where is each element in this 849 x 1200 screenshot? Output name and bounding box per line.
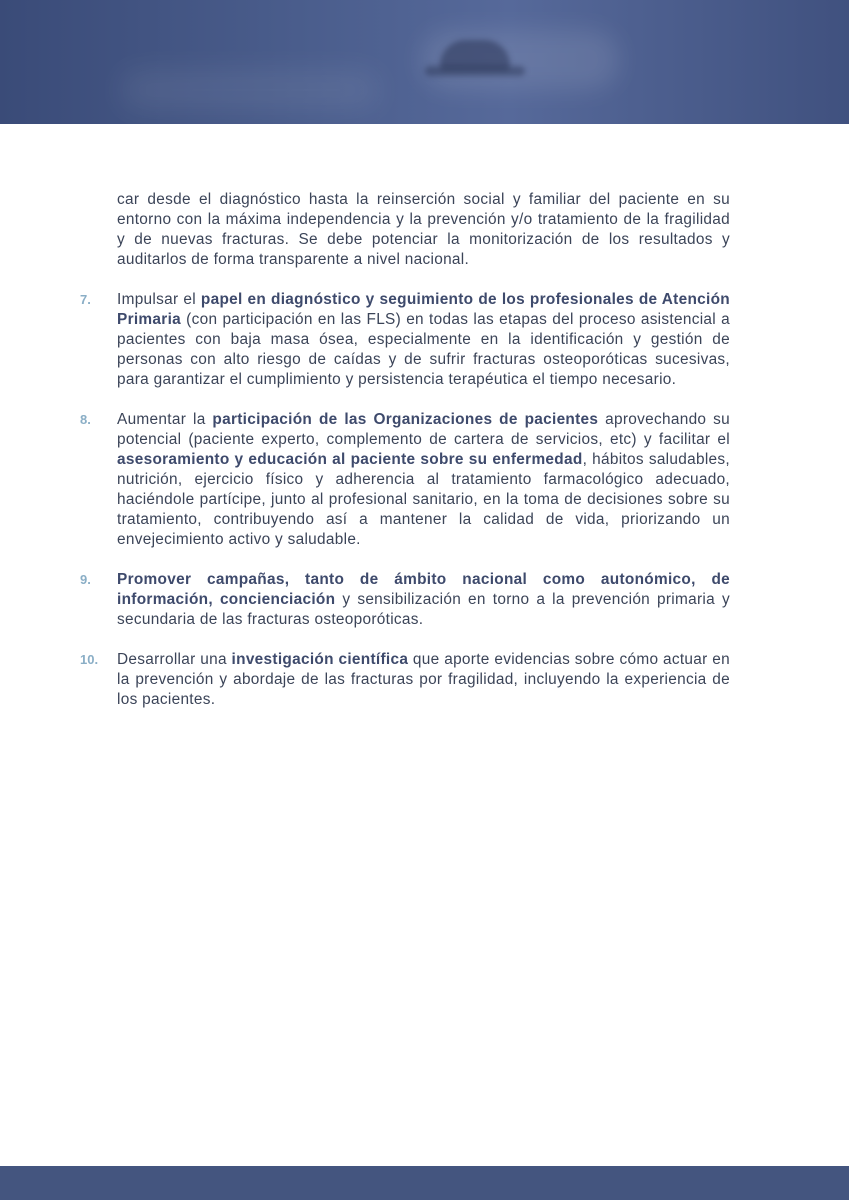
list-item-8 — [80, 410, 730, 550]
item-text — [117, 290, 730, 390]
text-run: Impulsar el — [117, 291, 201, 308]
header-photo-band — [0, 0, 849, 124]
item-text — [117, 650, 730, 710]
item-text — [117, 410, 730, 550]
hat-brim-image — [425, 66, 525, 76]
text-run: aprovechando su potencial (paciente experto, complemento de cartera de servicios, etc) y facilitar el — [117, 411, 730, 448]
list-item-9 — [80, 570, 730, 630]
continuation-paragraph — [117, 190, 730, 270]
bold-run: investigación científica — [231, 651, 409, 668]
text-run: que aporte evidencias sobre cómo actuar en la prevención y abordaje de las fracturas por fragilidad, incluyendo la experiencia de los pacientes. — [117, 651, 730, 708]
continuation-text: car desde el diagnóstico hasta la reinserción social y familiar del paciente en su entorno con la máxima independencia y la prevención y/o tratamiento de la fragilidad y de nuevas fracturas. Se debe potenciar la monitorización de los resultados y auditarlos de forma transparente a nivel nacional. — [117, 191, 730, 268]
list-item-10 — [80, 650, 730, 710]
text-run: y sensibilización en torno a la prevención primaria y secundaria de las fracturas osteoporóticas. — [117, 591, 730, 628]
bold-run: papel en diagnóstico y seguimiento de los profesionales de Atención Primaria — [117, 291, 730, 328]
text-run: Desarrollar una — [117, 651, 232, 668]
footer-band — [0, 1166, 849, 1200]
header-photo-highlight — [120, 70, 380, 110]
bold-run: asesoramiento y educación al paciente sobre su enfermedad — [117, 451, 583, 468]
item-text — [117, 570, 730, 630]
text-run: Aumentar la — [117, 411, 213, 428]
bold-run: participación de las Organizaciones de pacientes — [212, 411, 599, 428]
bold-run: Promover campañas, tanto de ámbito nacional como autonómico, de información, concienciación — [117, 571, 730, 608]
text-run: (con participación en las FLS) en todas las etapas del proceso asistencial a pacientes con baja masa ósea, especialmente en la identificación y gestión de personas con alto riesgo de caídas y de sufrir fracturas osteoporóticas sucesivas, para garantizar el cumplimiento y persistencia terapéutica el tiempo necesario. — [117, 311, 730, 388]
list-item-7 — [80, 290, 730, 390]
text-run: , hábitos saludables, nutrición, ejercicio físico y adherencia al tratamiento farmacológico adecuado, haciéndole partícipe, junto al profesional sanitario, en la toma de decisiones sobre su tratamiento, contribuyendo así a mantener la calidad de vida, priorizando un envejecimiento activo y saludable. — [117, 451, 730, 548]
item-number: 9. — [80, 572, 91, 587]
item-number: 7. — [80, 292, 91, 307]
item-number: 10. — [80, 652, 99, 667]
item-number: 8. — [80, 412, 91, 427]
document-body — [80, 190, 730, 710]
